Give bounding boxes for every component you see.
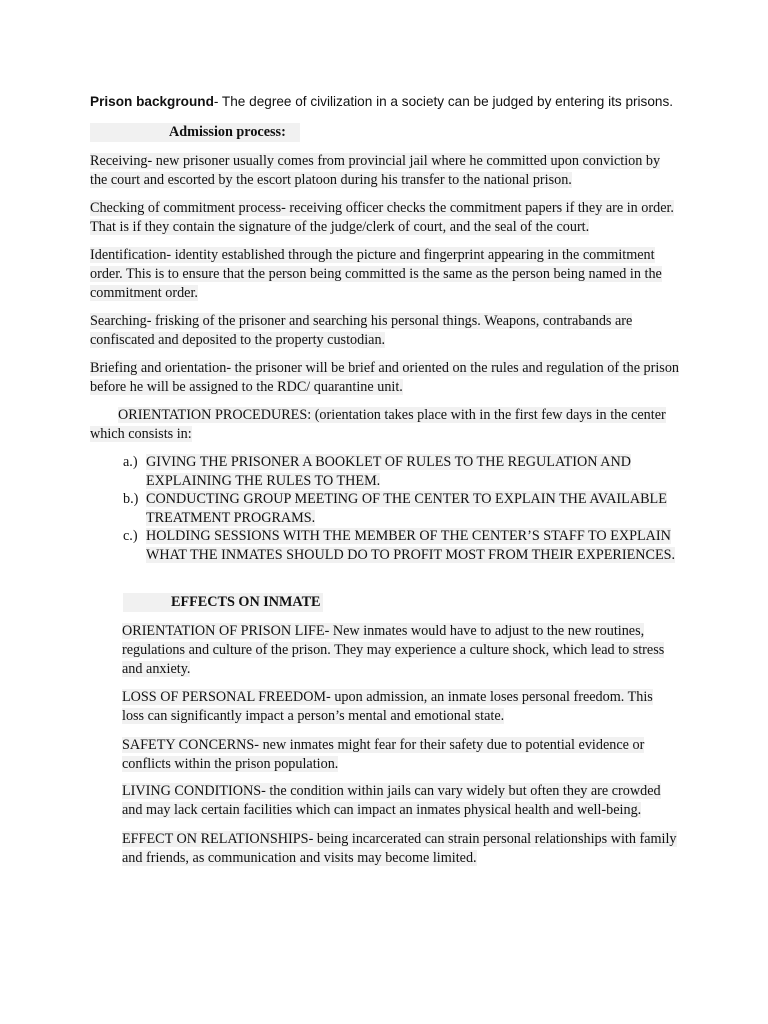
effects-heading: EFFECTS ON INMATE [123, 593, 678, 612]
admission-receiving: Receiving- new prisoner usually comes from provincial jail where he committed upon conviction by the court and escorted by the escort platoon during his transfer to the national prison. [90, 153, 661, 188]
admission-checking: Checking of commitment process- receiving officer checks the commitment papers if they are in order. That is if they contain the signature of the judge/clerk of court, and the seal of the court. [90, 200, 674, 235]
list-item [120, 490, 680, 527]
effect-loss-of-freedom: LOSS OF PERSONAL FREEDOM- upon admission, an inmate loses personal freedom. This loss can significantly impact a person’s mental and emotional state. [122, 689, 653, 724]
orientation-list [120, 453, 680, 564]
intro-label: Prison background [90, 94, 214, 109]
list-marker: c.) [123, 528, 138, 544]
effect-orientation: ORIENTATION OF PRISON LIFE- New inmates would have to adjust to the new routines, regulations and culture of the prison. They may experience a culture shock, which lead to stress and anxiety. [122, 623, 665, 677]
list-item-text: CONDUCTING GROUP MEETING OF THE CENTER TO EXPLAIN THE AVAILABLE TREATMENT PROGRAMS. [146, 491, 667, 526]
intro-paragraph [90, 92, 680, 111]
list-item [120, 527, 680, 564]
list-marker: a.) [123, 454, 138, 470]
admission-searching: Searching- frisking of the prisoner and searching his personal things. Weapons, contrabands are confiscated and deposited to the property custodian. [90, 313, 633, 348]
admission-identification: Identification- identity established through the picture and fingerprint appearing in the commitment order. This is to ensure that the person being committed is the same as the person being named in the commitment order. [90, 247, 662, 301]
list-item [120, 453, 680, 490]
list-item-text: HOLDING SESSIONS WITH THE MEMBER OF THE CENTER’S STAFF TO EXPLAIN WHAT THE INMATES SHOULD DO TO PROFIT MOST FROM THEIR EXPERIENCES. [146, 528, 676, 563]
admission-briefing: Briefing and orientation- the prisoner will be brief and oriented on the rules and regulation of the prison before he will be assigned to the RDC/ quarantine unit. [90, 360, 680, 395]
admission-heading: Admission process: [90, 123, 680, 142]
effect-safety-concerns: SAFETY CONCERNS- new inmates might fear for their safety due to potential evidence or conflicts within the prison population. [122, 737, 645, 772]
effect-relationships: EFFECT ON RELATIONSHIPS- being incarcerated can strain personal relationships with family and friends, as communication and visits may become limited. [122, 831, 677, 866]
orientation-procedures: ORIENTATION PROCEDURES: (orientation takes place with in the first few days in the center which consists in: [90, 407, 666, 442]
list-marker: b.) [123, 491, 139, 507]
intro-text: - The degree of civilization in a society can be judged by entering its prisons. [213, 94, 674, 109]
effect-living-conditions: LIVING CONDITIONS- the condition within jails can vary widely but often they are crowded and may lack certain facilities which can impact an inmates physical health and well-being. [122, 783, 661, 818]
list-item-text: GIVING THE PRISONER A BOOKLET OF RULES TO THE REGULATION AND EXPLAINING THE RULES TO THEM. [146, 454, 632, 489]
